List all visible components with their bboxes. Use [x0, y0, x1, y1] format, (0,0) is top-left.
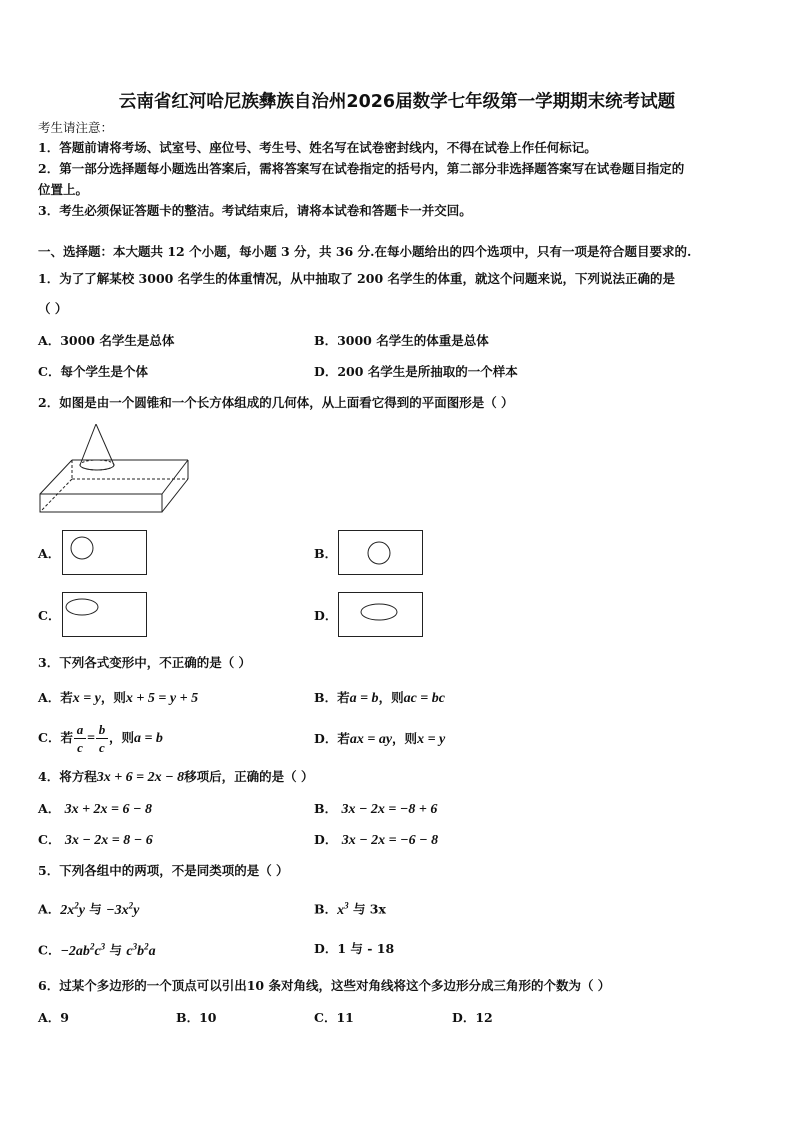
fraction-a-over-c: $\frac{a}{c}$	[74, 723, 86, 754]
notice-item-3: 3．考生必须保证答题卡的整洁。考试结束后，请将本试卷和答题卡一并交回。	[38, 203, 472, 218]
notice-item-1: 1．答题前请将考场、试室号、座位号、考生号、姓名写在试卷密封线内，不得在试卷上作任何标记。	[38, 140, 597, 155]
q5-option-a: A．$2x^2y$ 与 $-3x^2y$	[38, 900, 140, 918]
q4-equation: 3x + 6 = 2x − 8	[96, 770, 185, 785]
q3-option-b: B．若a = b，则ac = bc	[314, 690, 445, 706]
q4-option-b: B． 3x − 2x = −8 + 6	[314, 801, 438, 817]
q6-option-a: A．9	[38, 1010, 69, 1025]
q3-option-a: A．若x = y，则x + 5 = y + 5	[38, 690, 199, 706]
q5-option-c: C．$-2ab^2c^3$ 与 $c^3b^2a$	[38, 941, 156, 959]
q5-c-term2: $c^3b^2a$	[126, 941, 156, 959]
q5-a-term2: $-3x^2y$	[106, 900, 140, 918]
q2-option-c-figure	[62, 592, 148, 638]
q3-a-result: x + 5 = y + 5	[125, 691, 199, 706]
q2-option-b-label: B．	[314, 546, 338, 561]
q2-option-a-label: A．	[38, 546, 61, 561]
q3-stem: 3．下列各式变形中，不正确的是（ ）	[38, 655, 252, 670]
q3-d-result: x = y	[417, 732, 446, 747]
notice-item-2: 2．第一部分选择题每小题选出答案后，需将答案写在试卷指定的括号内，第二部分非选择题答案写在试卷题目指定的	[38, 161, 685, 176]
q1-option-c: C．每个学生是个体	[38, 364, 148, 379]
q1-option-b: B．3000 名学生的体重是总体	[314, 333, 489, 348]
q1-paren: （ ）	[38, 301, 68, 316]
q3-b-cond: a = b	[349, 691, 379, 706]
q3-a-cond: x = y	[72, 691, 101, 706]
q3-d-cond: ax = ay	[349, 732, 393, 747]
q4-option-d: D． 3x − 2x = −6 − 8	[314, 832, 439, 848]
cone-box-figure	[38, 424, 194, 516]
q5-c-term1: $-2ab^2c^3$	[60, 941, 106, 959]
q1-stem: 1．为了了解某校 3000 名学生的体重情况，从中抽取了 200 名学生的体重，就这个问题来说，下列说法正确的是	[38, 271, 675, 286]
q4-stem: 4．将方程3x + 6 = 2x − 8移项后，正确的是（ ）	[38, 769, 314, 785]
q5-option-d: D．1 与 - 18	[314, 941, 395, 956]
q5-a-term1: $2x^2y$	[60, 900, 85, 918]
q6-option-c: C．11	[314, 1010, 354, 1025]
section-heading: 一、选择题：本大题共 12 个小题，每小题 3 分，共 36 分.在每小题给出的四个选项中，只有一项是符合题目要求的.	[38, 244, 692, 259]
notice-item-2-cont: 位置上。	[38, 182, 89, 197]
page-title: 云南省红河哈尼族彝族自治州2026届数学七年级第一学期期末统考试题	[118, 92, 676, 112]
q1-option-d: D．200 名学生是所抽取的一个样本	[314, 364, 518, 379]
notice-heading: 考生请注意：	[38, 120, 114, 135]
q3-option-d: D．若ax = ay，则x = y	[314, 731, 446, 747]
q4-option-a: A． 3x + 2x = 6 − 8	[38, 801, 153, 817]
q1-option-a: A．3000 名学生是总体	[38, 333, 175, 348]
q3-option-c: C．若 $\frac{a}{c}$ = $\frac{b}{c}$ ，则a = b	[38, 722, 163, 755]
q4-option-c: C． 3x − 2x = 8 − 6	[38, 832, 153, 848]
q3-c-result: a = b	[133, 731, 163, 746]
q5-stem: 5．下列各组中的两项，不是同类项的是（ ）	[38, 863, 289, 878]
q2-option-d-figure	[338, 592, 424, 638]
q5-b-term1: $x^3$	[337, 900, 349, 918]
q2-option-c-label: C．	[38, 608, 61, 623]
q6-option-d: D．12	[452, 1010, 493, 1025]
q5-option-b: B．$x^3$ 与 3x	[314, 900, 386, 918]
q2-option-a-figure	[62, 530, 148, 576]
q6-stem: 6．过某个多边形的一个顶点可以引出10 条对角线，这些对角线将这个多边形分成三角形的个数为（ ）	[38, 978, 611, 993]
q2-stem: 2．如图是由一个圆锥和一个长方体组成的几何体，从上面看它得到的平面图形是（ ）	[38, 395, 514, 410]
q2-option-b-figure	[338, 530, 424, 576]
q6-option-b: B．10	[176, 1010, 217, 1025]
q3-b-result: ac = bc	[403, 691, 445, 706]
fraction-b-over-c: $\frac{b}{c}$	[96, 723, 108, 754]
q2-option-d-label: D．	[314, 608, 338, 623]
